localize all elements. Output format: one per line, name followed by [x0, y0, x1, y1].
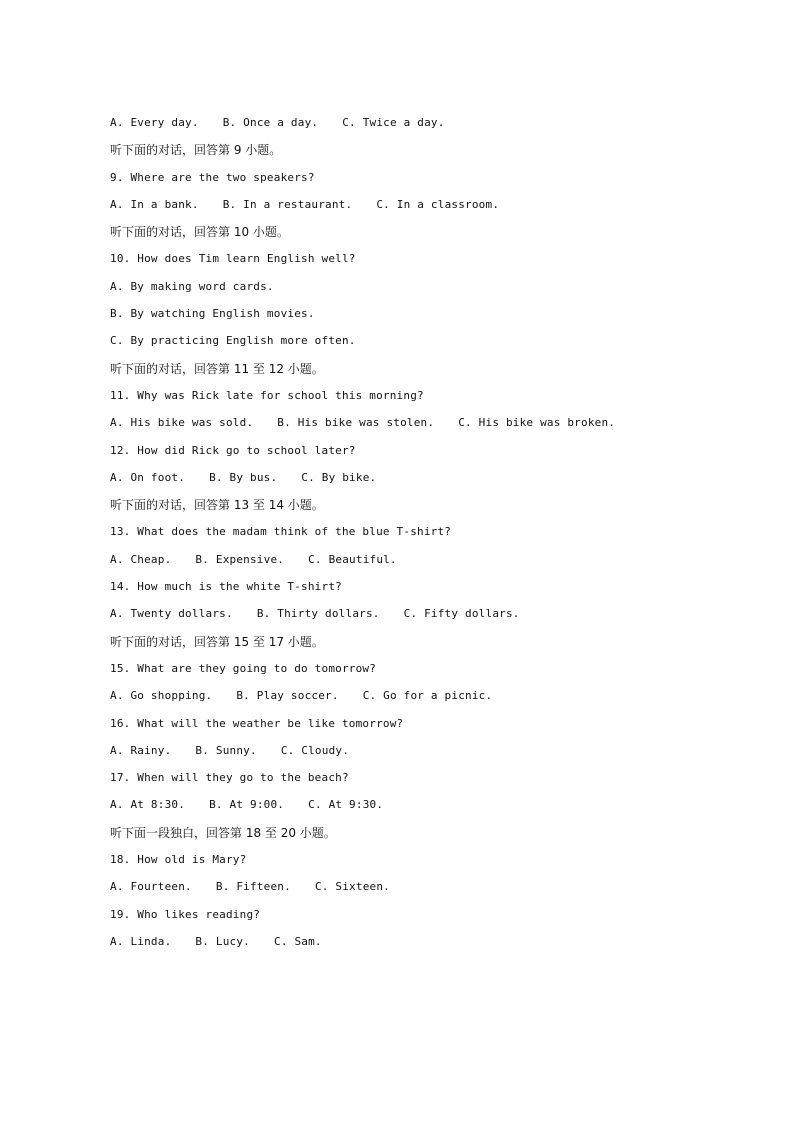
answer-options-row — [110, 932, 730, 959]
answer-option: C. Twice a day. — [342, 116, 445, 129]
answer-option: A. Every day. — [110, 116, 199, 129]
question-text: A. By making word cards. — [110, 279, 274, 293]
listening-instruction: 听下面一段独白，回答第 18 至 20 小题。 — [110, 825, 336, 840]
answer-option: B. By bus. — [209, 470, 278, 484]
answer-options-row — [110, 686, 730, 713]
answer-option: C. Fifty dollars. — [403, 607, 520, 621]
question-text: 13. What does the madam think of the blue T-shirt? — [110, 525, 452, 539]
answer-option: C. Beautiful. — [308, 552, 397, 566]
question-text: 15. What are they going to do tomorrow? — [110, 661, 377, 675]
answer-option: B. Once a day. — [222, 116, 319, 129]
listening-instruction: 听下面的对话，回答第 15 至 17 小题。 — [110, 634, 324, 649]
answer-options-row — [110, 413, 730, 440]
answer-option: C. Cloudy. — [280, 743, 350, 757]
question-text: 18. How old is Mary? — [110, 853, 247, 867]
answer-option: B. Play soccer. — [236, 689, 339, 703]
answer-option: C. In a classroom. — [376, 197, 500, 211]
answer-option: B. Sunny. — [195, 743, 257, 757]
answer-option: C. His bike was broken. — [458, 416, 616, 430]
question-text: 12. How did Rick go to school later? — [110, 443, 356, 457]
question-text: 9. Where are the two speakers? — [110, 170, 315, 184]
answer-option: C. Sixteen. — [314, 880, 390, 894]
answer-options-row — [110, 468, 730, 495]
answer-option: B. Fifteen. — [215, 880, 291, 894]
answer-option: A. His bike was sold. — [110, 416, 254, 430]
answer-options-row — [110, 550, 730, 577]
answer-option: C. By bike. — [301, 470, 377, 484]
answer-option: A. Rainy. — [110, 743, 172, 757]
answer-options-row — [110, 195, 730, 222]
question-text: 19. Who likes reading? — [110, 907, 261, 921]
answer-option: B. Expensive. — [195, 552, 285, 566]
answer-option: A. Fourteen. — [110, 880, 192, 894]
answer-options-row — [110, 113, 730, 140]
answer-option: C. At 9:30. — [308, 798, 384, 812]
answer-options-row — [110, 877, 730, 904]
question-text: 10. How does Tim learn English well? — [110, 252, 356, 266]
listening-instruction: 听下面的对话，回答第 10 小题。 — [110, 225, 289, 240]
answer-option: B. His bike was stolen. — [277, 416, 435, 430]
question-text: 14. How much is the white T-shirt? — [110, 580, 342, 594]
answer-option: A. At 8:30. — [110, 798, 186, 812]
question-text: 11. Why was Rick late for school this morning? — [110, 388, 424, 402]
answer-option: B. At 9:00. — [209, 798, 285, 812]
answer-option: A. In a bank. — [110, 197, 199, 211]
question-text: 16. What will the weather be like tomorrow? — [110, 716, 404, 730]
listening-instruction: 听下面的对话，回答第 11 至 12 小题。 — [110, 361, 324, 376]
listening-instruction: 听下面的对话，回答第 13 至 14 小题。 — [110, 498, 324, 513]
answer-option: C. Sam. — [274, 934, 322, 948]
answer-option: A. On foot. — [110, 470, 186, 484]
listening-instruction: 听下面的对话，回答第 9 小题。 — [110, 143, 282, 158]
answer-option: A. Twenty dollars. — [110, 607, 233, 621]
answer-option: B. In a restaurant. — [222, 197, 353, 211]
answer-options-row — [110, 741, 730, 768]
answer-options-row — [110, 604, 730, 631]
question-text: C. By practicing English more often. — [110, 334, 356, 348]
question-text: 17. When will they go to the beach? — [110, 771, 349, 785]
answer-option: A. Cheap. — [110, 552, 172, 566]
answer-option: A. Linda. — [110, 934, 172, 948]
question-text: B. By watching English movies. — [110, 307, 315, 321]
answer-option: C. Go for a picnic. — [362, 689, 493, 703]
answer-option: B. Thirty dollars. — [256, 607, 380, 621]
answer-option: A. Go shopping. — [110, 689, 213, 703]
answer-option: B. Lucy. — [195, 934, 250, 948]
document-page — [110, 113, 730, 959]
answer-options-row — [110, 795, 730, 822]
